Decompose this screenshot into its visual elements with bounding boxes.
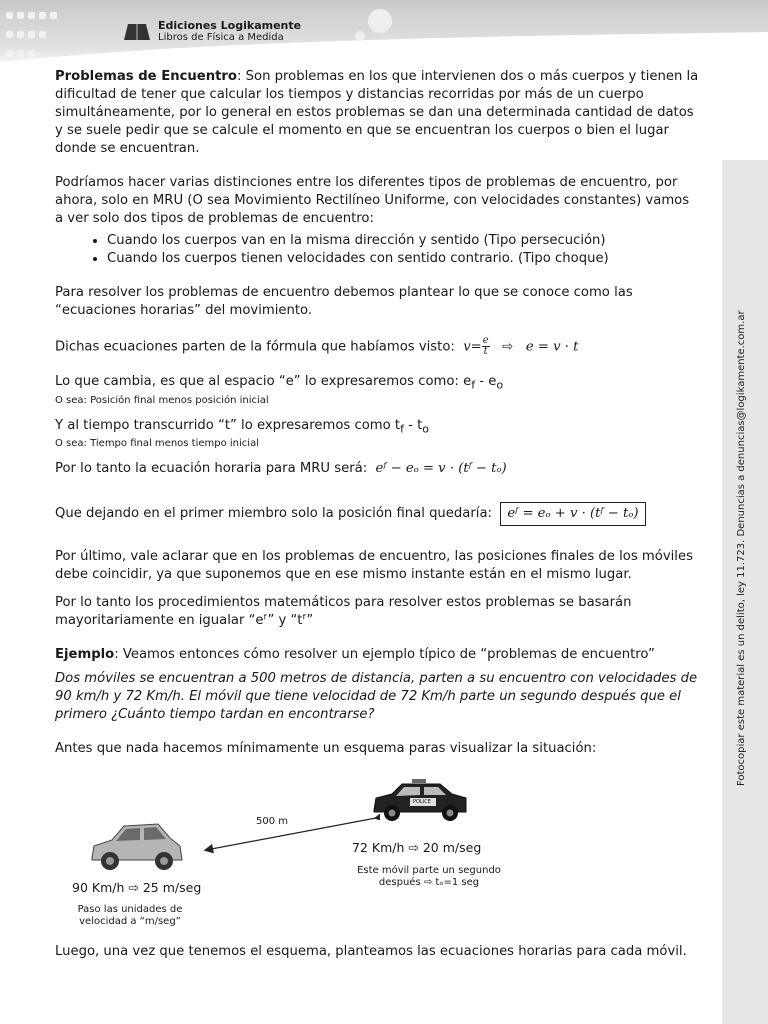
- main-content: [55, 68, 700, 758]
- formula-line: Dichas ecuaciones parten de la fórmula que habíamos visto: v= $\frac{e}{t}$ ⇨ e = v · t: [55, 335, 579, 357]
- arrow-icon: ⇨: [408, 840, 419, 855]
- header-dots: [4, 6, 59, 63]
- paragraph-encounter-definition: Problemas de Encuentro: Son problemas en los que intervienen dos o más cuerpos y tienen la dificultad de tener que calcular los tiempos y distancias recorridas por más de un cuerpo simultáneamente, por lo general en estos problemas se dan una determinada cantidad de datos y se suele pedir que se calcule el momento en que se encuentran los cuerpos o bien el lugar donde se encuentran.: [55, 69, 699, 156]
- car-2-speed: 72 Km/h ⇨ 20 m/seg: [352, 840, 482, 855]
- space-line: Lo que cambia, es que al espacio “e” lo expresaremos como: $e_f - e_o$: [55, 374, 504, 392]
- example-label: Ejemplo: [55, 647, 115, 663]
- car-2-note: Este móvil parte un segundo después ⇨ tₒ=1 seg: [357, 865, 501, 888]
- closing-paragraph: Luego, una vez que tenemos el esquema, planteamos las ecuaciones horarias para cada móvil.: [55, 944, 687, 959]
- paragraph-positions-coincide: Por último, vale aclarar que en los problemas de encuentro, las posiciones finales de los móviles debe coincidir, ya que suponemos que en ese mismo instante están en el mismo lugar.: [55, 549, 693, 583]
- header-bubbles: [350, 6, 420, 46]
- final-position-equation: eᶠ = eₒ + v · (tᶠ − tₒ): [500, 502, 645, 526]
- hourly-equation-line: Por lo tanto la ecuación horaria para MRU será: eᶠ − eₒ = v · (tᶠ − tₒ): [55, 461, 507, 477]
- list-item: • Cuando los cuerpos van en la misma dirección y sentido (Tipo persecución): [107, 232, 700, 250]
- book-icon: [122, 22, 152, 42]
- car-1-note: Paso las unidades de velocidad a “m/seg”: [77, 904, 183, 927]
- hourly-equation: eᶠ − eₒ = v · (tᶠ − tₒ): [375, 461, 507, 477]
- encounter-diagram: [60, 770, 700, 940]
- final-position-line: Que dejando en el primer miembro solo la posición final quedaría: eᶠ = eₒ + v · (tᶠ − tₒ): [55, 502, 700, 526]
- time-line: Y al tiempo transcurrido “t” lo expresaremos como $t_f - t_o$: [55, 417, 429, 436]
- types-list: [55, 232, 700, 268]
- diagram-intro: Antes que nada hacemos mínimamente un esquema paras visualizar la situación:: [55, 741, 597, 757]
- car-1-speed: 90 Km/h ⇨ 25 m/seg: [72, 880, 202, 895]
- time-note: O sea: Tiempo final menos tiempo inicial: [55, 438, 259, 450]
- brand-subtitle: Libros de Física a Medida: [158, 32, 284, 43]
- example-intro: Ejemplo: Veamos entonces cómo resolver un ejemplo típico de “problemas de encuentro”: [55, 647, 655, 663]
- paragraph-procedure: Por lo tanto los procedimientos matemáticos para resolver estos problemas se basarán mayoritariamente en igualar “eᶠ” y “tᶠ”: [55, 595, 632, 629]
- paragraph-distinctions: Podríamos hacer varias distinciones entre los diferentes tipos de problemas de encuentro, por ahora, solo en MRU (O sea Movimiento Rectilíneo Uniforme, con velocidades constantes) vamos a ver solo dos tipos de problemas de encuentro:: [55, 175, 690, 226]
- implies-arrow-icon: ⇨: [502, 339, 514, 355]
- section-heading: Problemas de Encuentro: [55, 69, 237, 84]
- arrow-icon: ⇨: [128, 880, 139, 895]
- distance-label: 500 m: [256, 816, 289, 827]
- arrow-icon: ⇨: [423, 877, 433, 888]
- police-label: POLICE: [413, 799, 431, 805]
- paragraph-hourly-equations: Para resolver los problemas de encuentro debemos plantear lo que se conoce como las “ecuaciones horarias” del movimiento.: [55, 285, 633, 318]
- space-note: O sea: Posición final menos posición inicial: [55, 394, 269, 406]
- car-1-icon: [86, 818, 186, 876]
- brand-name: Ediciones Logikamente: [158, 19, 302, 32]
- publisher-logo: [122, 20, 301, 43]
- velocity-fraction: $\frac{e}{t}$: [482, 335, 489, 357]
- example-problem: Dos móviles se encuentran a 500 metros de distancia, parten a su encuentro con velocidades de 90 km/h y 72 Km/h. El móvil que tiene velocidad de 72 Km/h parte un segundo después que el primero ¿Cuánto tiempo tardan en encontrarse?: [55, 671, 698, 723]
- list-item: • Cuando los cuerpos tienen velocidades con sentido contrario. (Tipo choque): [107, 250, 700, 268]
- copyright-notice: Fotocopiar este material es un delito, ley 11.723. Denuncias a denuncias@logikamente.com.ar: [736, 310, 747, 786]
